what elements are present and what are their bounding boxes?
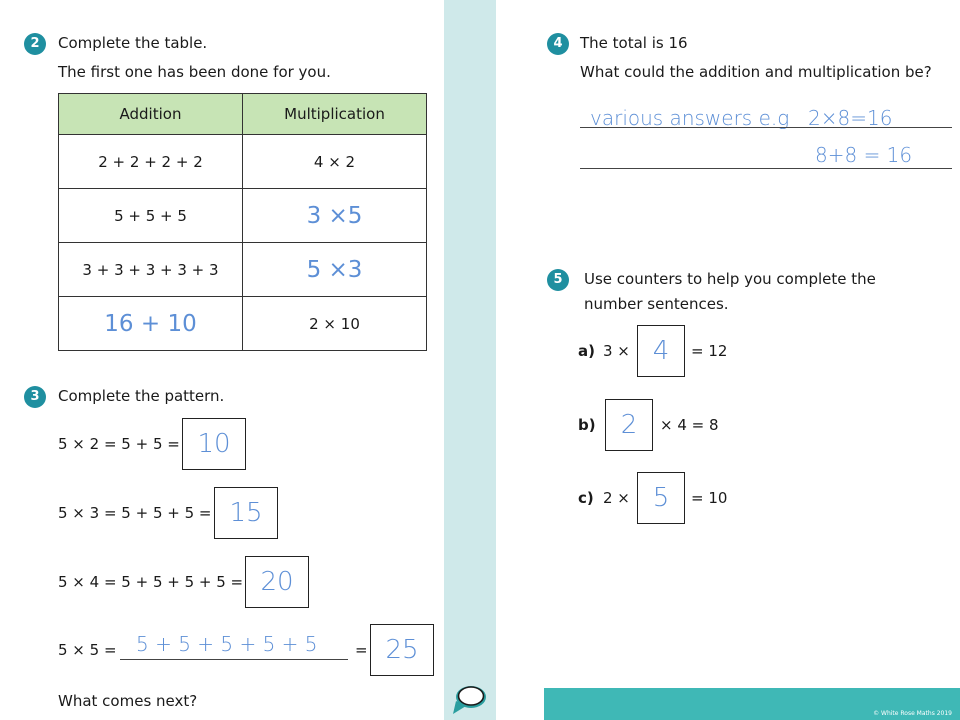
answer-box[interactable] — [605, 399, 653, 451]
answer-box[interactable] — [370, 624, 434, 676]
sentence-right: = 10 — [691, 489, 728, 507]
answer-line[interactable] — [120, 659, 348, 660]
table-cell-multiplication: 2 × 10 — [243, 297, 427, 351]
handwritten-answer: 8+8 = 16 — [815, 143, 913, 167]
footer-bar — [544, 688, 960, 720]
question-number-2: 2 — [24, 33, 46, 55]
handwritten-answer: 5 — [652, 483, 670, 513]
handwritten-answer: 4 — [652, 336, 670, 366]
sentence-left: 2 × — [603, 489, 630, 507]
table-cell-addition: 5 + 5 + 5 — [59, 189, 243, 243]
answer-box[interactable] — [637, 472, 685, 524]
addition-multiplication-table — [58, 93, 427, 351]
handwritten-answer: 2×8=16 — [808, 106, 893, 130]
part-label-b: b) — [578, 416, 596, 434]
table-cell-addition-handwritten[interactable]: 16 + 10 — [59, 297, 243, 351]
what-comes-next: What comes next? — [58, 692, 198, 710]
table-cell-addition: 2 + 2 + 2 + 2 — [59, 135, 243, 189]
question-number-4: 4 — [547, 33, 569, 55]
table-cell-multiplication: 4 × 2 — [243, 135, 427, 189]
answer-line[interactable] — [580, 168, 952, 169]
copyright-text: © White Rose Maths 2019 — [873, 710, 952, 717]
q3-title: Complete the pattern. — [58, 387, 225, 405]
table-row — [59, 297, 427, 351]
pattern-expression: 5 × 5 = — [58, 641, 117, 659]
handwritten-answer: various answers e.g — [590, 106, 790, 130]
table-row — [59, 243, 427, 297]
center-divider-strip — [444, 0, 496, 720]
pattern-expression: 5 × 3 = 5 + 5 + 5 = — [58, 504, 212, 522]
sentence-right: × 4 = 8 — [660, 416, 719, 434]
answer-box[interactable] — [182, 418, 246, 470]
sentence-left: 3 × — [603, 342, 630, 360]
question-number-5: 5 — [547, 269, 569, 291]
answer-box[interactable] — [245, 556, 309, 608]
table-header-multiplication: Multiplication — [243, 94, 427, 135]
answer-box[interactable] — [637, 325, 685, 377]
handwritten-answer: 25 — [385, 635, 419, 665]
sentence-right: = 12 — [691, 342, 728, 360]
pattern-expression: 5 × 2 = 5 + 5 = — [58, 435, 180, 453]
equals-sign: = — [355, 641, 368, 659]
table-row — [59, 189, 427, 243]
speech-bubble-icon — [453, 682, 489, 716]
handwritten-answer: 15 — [229, 498, 263, 528]
handwritten-answer: 10 — [197, 429, 231, 459]
q2-subtitle: The first one has been done for you. — [58, 63, 331, 81]
q4-question: What could the addition and multiplication be? — [580, 63, 932, 81]
part-label-c: c) — [578, 489, 594, 507]
handwritten-fill: 5 + 5 + 5 + 5 + 5 — [136, 632, 318, 656]
table-row — [59, 135, 427, 189]
q5-title-line2: number sentences. — [584, 295, 729, 313]
q5-title-line1: Use counters to help you complete the — [584, 270, 876, 288]
table-header-addition: Addition — [59, 94, 243, 135]
q4-title: The total is 16 — [580, 34, 688, 52]
table-cell-multiplication-handwritten[interactable]: 5 ×3 — [243, 243, 427, 297]
table-cell-addition: 3 + 3 + 3 + 3 + 3 — [59, 243, 243, 297]
handwritten-answer: 20 — [260, 567, 294, 597]
question-number-3: 3 — [24, 386, 46, 408]
pattern-expression: 5 × 4 = 5 + 5 + 5 + 5 = — [58, 573, 244, 591]
table-cell-multiplication-handwritten[interactable]: 3 ×5 — [243, 189, 427, 243]
q2-title: Complete the table. — [58, 34, 208, 52]
handwritten-answer: 2 — [620, 410, 638, 440]
answer-line[interactable] — [580, 127, 952, 128]
part-label-a: a) — [578, 342, 595, 360]
answer-box[interactable] — [214, 487, 278, 539]
